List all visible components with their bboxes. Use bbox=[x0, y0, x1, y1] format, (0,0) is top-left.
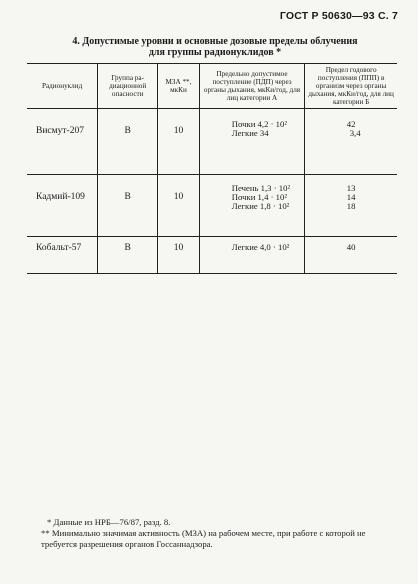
cell-group: В bbox=[98, 237, 158, 274]
cell-ppp-line: 3,4 bbox=[349, 128, 361, 138]
cell-ppp-line: 18 bbox=[346, 201, 356, 211]
table-header-row bbox=[27, 64, 397, 109]
cell-ppp-line: 42 bbox=[346, 119, 356, 129]
table-title-line1: 4. Допустимые уровни и основные дозовые пределы облучения bbox=[72, 36, 358, 47]
cell-ppd-line: Легкие 34 bbox=[231, 128, 269, 138]
cell-mza: 10 bbox=[158, 237, 200, 274]
cell-ppp bbox=[305, 109, 397, 175]
cell-ppd bbox=[199, 237, 305, 274]
cell-ppd-line: Почки 1,4 · 10² bbox=[231, 192, 287, 202]
footnote-1: * Данные из НРБ—76/87, разд. 8. bbox=[47, 517, 171, 527]
cell-group: В bbox=[98, 175, 158, 237]
cell-ppp-line: 13 bbox=[346, 183, 356, 193]
footnotes bbox=[27, 517, 397, 550]
table-row bbox=[27, 109, 397, 175]
cell-ppd-line: Печень 1,3 · 10² bbox=[231, 183, 291, 193]
table-title bbox=[30, 36, 400, 58]
col-header-ppp: Предел годового поступления (ППП) в организм через органы дыхания, мкКи/год, для лиц категории Б bbox=[305, 64, 397, 109]
cell-nuclide: Кадмий-109 bbox=[27, 175, 98, 237]
table-row bbox=[27, 175, 397, 237]
cell-nuclide: Кобальт-57 bbox=[27, 237, 98, 274]
document-header: ГОСТ Р 50630—93 С. 7 bbox=[279, 10, 398, 22]
table-title-line2: для группы радионуклидов * bbox=[148, 47, 282, 58]
cell-ppd bbox=[199, 175, 305, 237]
cell-ppd-line: Почки 4,2 · 10² bbox=[231, 119, 287, 129]
cell-group: В bbox=[98, 109, 158, 175]
cell-nuclide: Висмут-207 bbox=[27, 109, 98, 175]
footnote-2: ** Минимально значимая активность (МЗА) на рабочем месте, при работе с которой не требуется разрешения органов Госсаннадзора. bbox=[41, 528, 366, 549]
table-row bbox=[27, 237, 397, 274]
col-header-nuclide: Радионуклид bbox=[27, 64, 98, 109]
cell-ppp-line: 40 bbox=[346, 242, 356, 252]
cell-ppd bbox=[199, 109, 305, 175]
cell-ppd-line: Легкие 1,8 · 10² bbox=[231, 201, 290, 211]
cell-mza: 10 bbox=[158, 109, 200, 175]
cell-ppp bbox=[305, 237, 397, 274]
cell-ppp bbox=[305, 175, 397, 237]
cell-ppp-line: 14 bbox=[346, 192, 356, 202]
cell-ppd-line: Легкие 4,0 · 10² bbox=[231, 242, 290, 252]
radionuclide-table bbox=[27, 63, 397, 274]
col-header-ppd: Предельно допустимое поступление (ПДП) через органы дыхания, мкКи/год, для лиц категории А bbox=[199, 64, 305, 109]
cell-mza: 10 bbox=[158, 175, 200, 237]
col-header-group: Группа ра-диационной опасности bbox=[98, 64, 158, 109]
col-header-mza: МЗА **, мкКи bbox=[158, 64, 200, 109]
